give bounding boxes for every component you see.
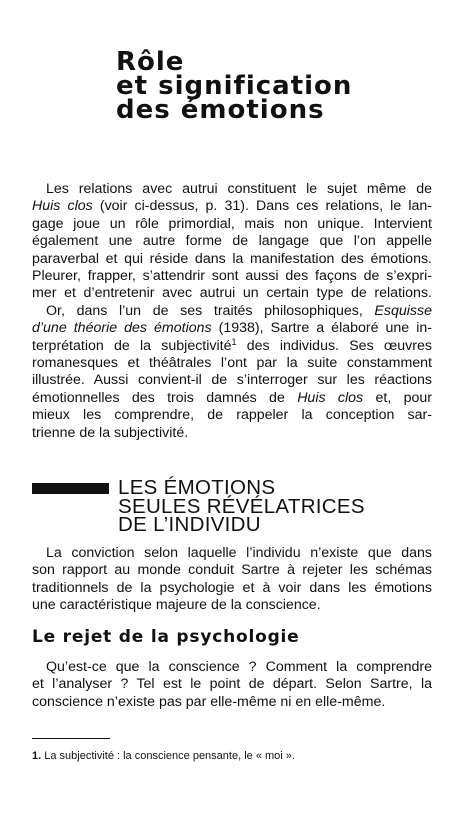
section-title-line: LES ÉMOTIONS <box>118 476 276 499</box>
text-run: également une autre forme de langage que l’on appelle <box>32 233 432 250</box>
subsection-title: Le rejet de la psychologie <box>32 627 300 647</box>
text-run: (1938), Sartre a élaboré une in- <box>211 320 432 337</box>
text-run: Or, dans l’un de ses traités philosophiques, <box>46 302 375 319</box>
italic-title: d’une théorie des émotions <box>32 320 212 337</box>
footnote-rule <box>32 738 110 739</box>
text-line <box>32 545 432 562</box>
text-run: Les relations avec autrui constituent le sujet même de <box>46 181 432 197</box>
text-line <box>32 407 432 424</box>
text-run: (voir ci-dessus, p. 31). Dans ces relations, le lan- <box>92 198 432 215</box>
text-run: terprétation de la subjectivité <box>32 337 232 354</box>
text-line <box>32 181 432 198</box>
text-line <box>32 303 432 320</box>
italic-title: Huis clos <box>297 389 364 406</box>
text-run: Pleurer, frapper, s’attendrir sont aussi des façons de s’expri- <box>32 268 432 285</box>
chapter-title-line: et signification <box>116 71 353 101</box>
text-line <box>32 659 432 676</box>
subsection-paragraph <box>32 659 432 711</box>
text-run: Qu’est-ce que la conscience ? Comment la comprendre <box>46 659 432 675</box>
text-run: une caractéristique majeure de la conscience. <box>32 597 321 614</box>
text-run: mer et d’entretenir avec autrui un certain type de relations. <box>32 285 432 302</box>
text-run: des individus. Ses œuvres <box>236 337 432 354</box>
text-line <box>32 251 432 268</box>
text-line <box>32 233 432 250</box>
text-run: La conviction selon laquelle l’individu n’existe que dans <box>46 545 432 561</box>
section-title <box>118 476 365 536</box>
text-line <box>32 676 432 693</box>
text-line <box>32 198 432 215</box>
text-run: traditionnels de la psychologie et à voir dans les émotions <box>32 579 432 596</box>
footnote-number: 1. <box>32 750 42 762</box>
section-title-line: DE L’INDIVIDU <box>118 513 261 536</box>
intro-paragraph <box>32 181 432 442</box>
text-line <box>32 268 432 285</box>
text-run: mieux les comprendre, de rappeler la conception sar- <box>32 407 432 424</box>
text-run: paraverbal et qui réside dans la manifestation des émotions. <box>32 250 432 267</box>
italic-title: Huis clos <box>32 198 93 215</box>
text-line <box>32 390 432 407</box>
text-line <box>32 338 432 355</box>
text-line <box>32 372 432 389</box>
text-run: et, pour <box>363 389 432 406</box>
section-paragraph <box>32 545 432 615</box>
text-run: romanesques et théâtrales l’ont par la suite constamment <box>32 355 432 372</box>
text-line <box>32 320 432 337</box>
text-run: illustrée. Aussi convient-il de s’interroger sur les réactions <box>32 372 432 389</box>
italic-title: Esquisse <box>374 302 432 319</box>
text-run: conscience n’existe pas par elle-même ni en elle-même. <box>32 693 386 710</box>
chapter-title-line: des émotions <box>116 95 325 125</box>
text-line <box>32 355 432 372</box>
text-run: émotionnelles des trois damnés de <box>32 389 298 406</box>
text-run: gage joue un rôle primordial, mais non unique. Intervient <box>32 215 432 232</box>
section-marker-bar <box>32 483 109 494</box>
text-line <box>32 694 432 711</box>
text-line <box>32 562 432 579</box>
text-run: et l’analyser ? Tel est le point de départ. Selon Sartre, la <box>32 676 432 693</box>
section-title-line: SEULES RÉVÉLATRICES <box>118 494 365 518</box>
footnote-reference: 1 <box>231 336 237 347</box>
chapter-title-line: Rôle <box>116 47 185 77</box>
footnote-text: La subjectivité : la conscience pensante, le « moi ». <box>41 750 295 762</box>
text-run: son rapport au monde conduit Sartre à rejeter les schémas <box>32 562 432 579</box>
text-line <box>32 285 432 302</box>
text-line <box>32 216 432 233</box>
text-line <box>32 425 432 442</box>
footnote <box>32 750 295 762</box>
text-line <box>32 597 432 614</box>
text-line <box>32 580 432 597</box>
text-run: trienne de la subjectivité. <box>32 424 189 441</box>
chapter-title <box>116 47 436 125</box>
